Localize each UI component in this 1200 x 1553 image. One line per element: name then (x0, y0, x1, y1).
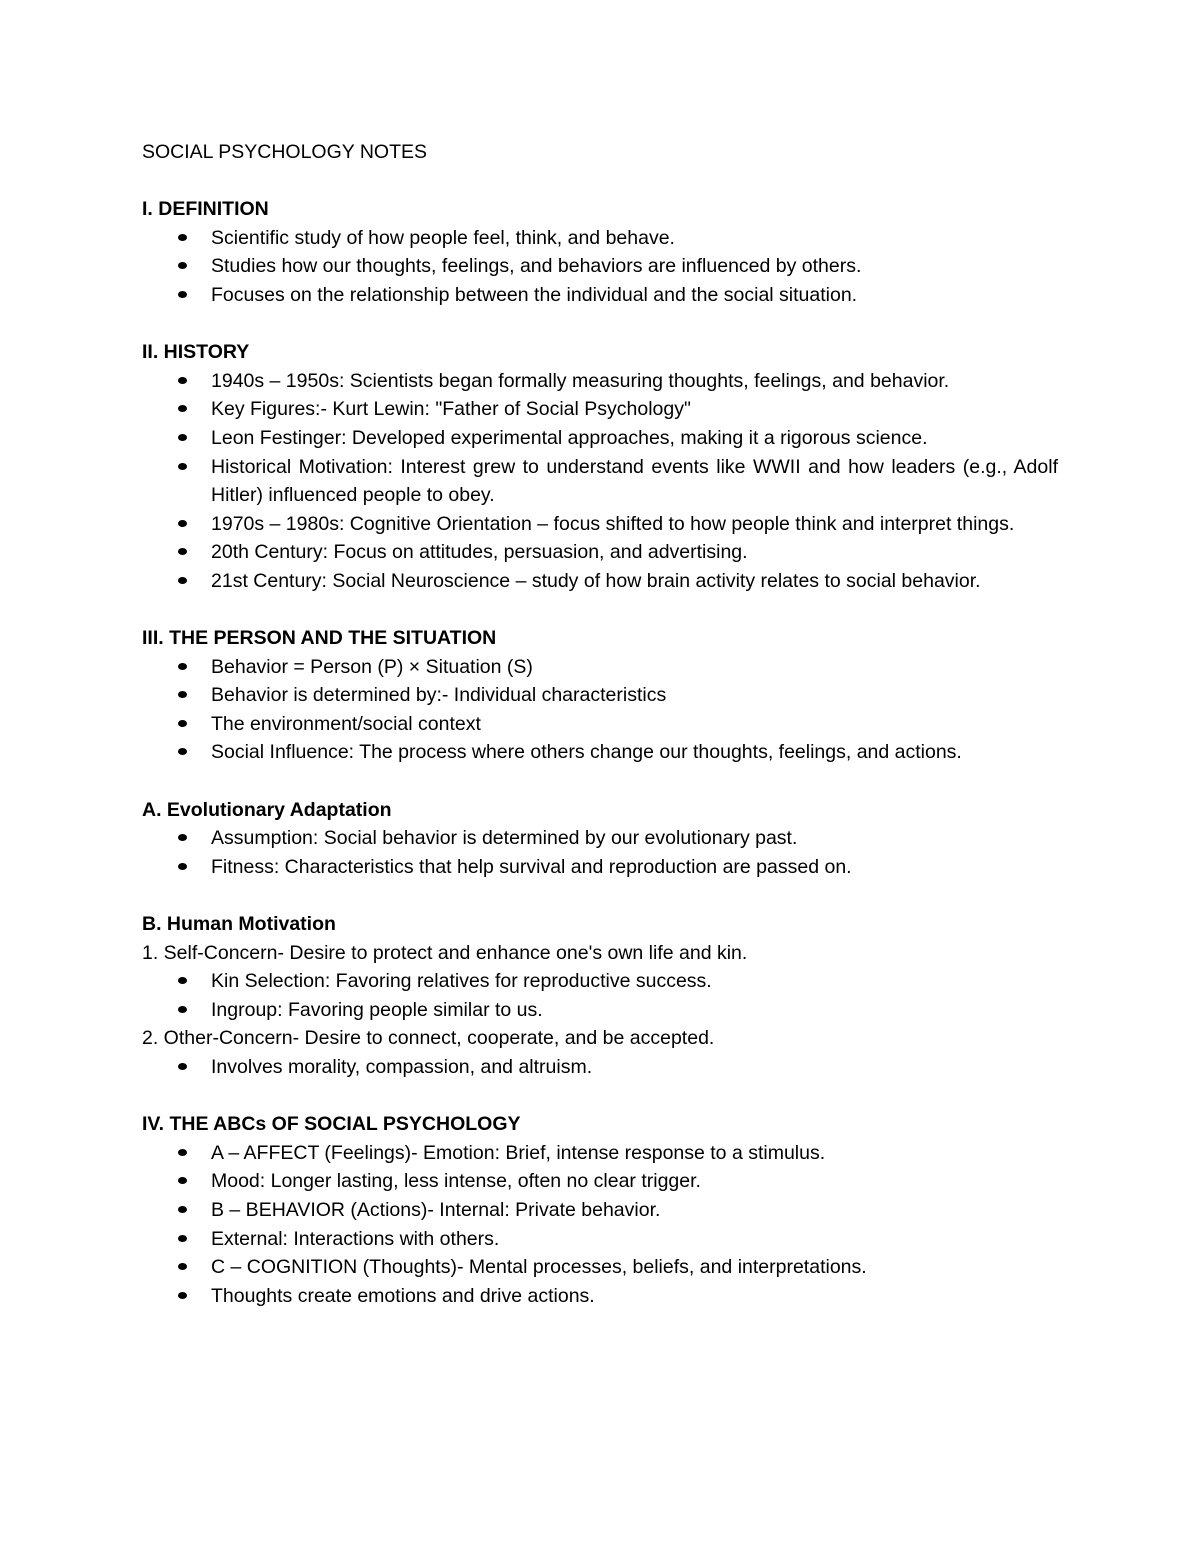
list-item (142, 853, 1058, 882)
list-item-text: Social Influence: The process where others change our thoughts, feelings, and actions. (211, 741, 962, 764)
list-item-text: Behavior = Person (P) × Situation (S) (211, 655, 533, 678)
list-item (142, 281, 1058, 310)
numbered-item: 2. Other-Concern- Desire to connect, cooperate, and be accepted. (142, 1027, 715, 1050)
bullet-icon (178, 663, 187, 670)
spacer (142, 1082, 1058, 1111)
section-evolutionary-adaptation (142, 796, 1058, 882)
list-item (142, 824, 1058, 853)
section-heading: A. Evolutionary Adaptation (142, 798, 392, 821)
list-item-text: A – AFFECT (Feelings)- Emotion: Brief, intense response to a stimulus. (211, 1141, 826, 1164)
list-item (142, 424, 1058, 453)
list-item (142, 738, 1058, 767)
list-item (142, 1282, 1058, 1311)
list-item-text: Behavior is determined by:- Individual characteristics (211, 684, 667, 707)
list-item-text: Thoughts create emotions and drive actions. (211, 1284, 595, 1307)
list-item (142, 1167, 1058, 1196)
bullet-list (142, 824, 1058, 881)
list-item (142, 967, 1058, 996)
list-item (142, 224, 1058, 253)
bullet-icon (178, 863, 187, 870)
section-heading: B. Human Motivation (142, 913, 336, 936)
section-heading: IV. THE ABCs OF SOCIAL PSYCHOLOGY (142, 1113, 521, 1136)
list-item-text: Historical Motivation: Interest grew to understand events like WWII and how leaders (e.g., Adolf Hitler) influenced people to obey. (211, 455, 1058, 507)
bullet-icon (178, 1177, 187, 1184)
list-item (142, 252, 1058, 281)
bullet-list (142, 224, 1058, 310)
list-item-text: The environment/social context (211, 712, 481, 735)
bullet-icon (178, 1006, 187, 1013)
list-item (142, 653, 1058, 682)
list-item-text: Kin Selection: Favoring relatives for reproductive success. (211, 970, 712, 993)
section-abcs (142, 1110, 1058, 1310)
bullet-icon (178, 691, 187, 698)
spacer (142, 596, 1058, 625)
bullet-icon (178, 1235, 187, 1242)
bullet-icon (178, 405, 187, 412)
bullet-icon (178, 434, 187, 441)
list-item (142, 1053, 1058, 1082)
list-item-text: B – BEHAVIOR (Actions)- Internal: Private behavior. (211, 1198, 661, 1221)
list-item (142, 710, 1058, 739)
bullet-icon (178, 977, 187, 984)
list-item (142, 1225, 1058, 1254)
list-item-text: Mood: Longer lasting, less intense, often no clear trigger. (211, 1170, 701, 1193)
bullet-icon (178, 1263, 187, 1270)
list-item-text: 20th Century: Focus on attitudes, persuasion, and advertising. (211, 541, 748, 564)
bullet-icon (178, 520, 187, 527)
bullet-icon (178, 834, 187, 841)
list-item-text: 1940s – 1950s: Scientists began formally measuring thoughts, feelings, and behavior. (211, 369, 950, 392)
section-heading: III. THE PERSON AND THE SITUATION (142, 627, 497, 650)
list-item (142, 395, 1058, 424)
list-item-text: Focuses on the relationship between the individual and the social situation. (211, 283, 858, 306)
spacer (142, 881, 1058, 910)
bullet-icon (178, 577, 187, 584)
list-item-text: 21st Century: Social Neuroscience – study of how brain activity relates to social behavior. (211, 569, 981, 592)
bullet-icon (178, 1292, 187, 1299)
list-item (142, 510, 1058, 539)
section-heading: I. DEFINITION (142, 198, 269, 221)
bullet-icon (178, 234, 187, 241)
bullet-list (142, 1053, 1058, 1082)
spacer (142, 310, 1058, 339)
bullet-icon (178, 1063, 187, 1070)
bullet-icon (178, 748, 187, 755)
list-item (142, 1139, 1058, 1168)
section-heading: II. HISTORY (142, 341, 250, 364)
bullet-icon (178, 291, 187, 298)
bullet-icon (178, 548, 187, 555)
list-item-text: C – COGNITION (Thoughts)- Mental processes, beliefs, and interpretations. (211, 1256, 867, 1279)
document-page (142, 138, 1058, 1310)
list-item-text: Fitness: Characteristics that help survival and reproduction are passed on. (211, 855, 852, 878)
section-history (142, 338, 1058, 595)
list-item-text: External: Interactions with others. (211, 1227, 500, 1250)
list-item (142, 538, 1058, 567)
list-item (142, 681, 1058, 710)
list-item-text: Assumption: Social behavior is determined by our evolutionary past. (211, 827, 798, 850)
bullet-icon (178, 1149, 187, 1156)
bullet-icon (178, 720, 187, 727)
list-item (142, 996, 1058, 1025)
list-item (142, 453, 1058, 510)
bullet-icon (178, 377, 187, 384)
list-item-text: Ingroup: Favoring people similar to us. (211, 998, 543, 1021)
list-item (142, 567, 1058, 596)
bullet-list (142, 653, 1058, 767)
bullet-icon (178, 1206, 187, 1213)
list-item-text: Involves morality, compassion, and altruism. (211, 1056, 593, 1078)
spacer (142, 167, 1058, 196)
spacer (142, 767, 1058, 796)
bullet-list (142, 367, 1058, 596)
list-item (142, 367, 1058, 396)
list-item-text: Key Figures:- Kurt Lewin: "Father of Social Psychology" (211, 398, 691, 421)
list-item (142, 1253, 1058, 1282)
document-title: SOCIAL PSYCHOLOGY NOTES (142, 141, 427, 163)
section-human-motivation (142, 910, 1058, 1082)
list-item-text: Studies how our thoughts, feelings, and behaviors are influenced by others. (211, 255, 862, 278)
list-item (142, 1196, 1058, 1225)
numbered-item: 1. Self-Concern- Desire to protect and enhance one's own life and kin. (142, 941, 748, 964)
section-person-situation (142, 624, 1058, 767)
list-item-text: Scientific study of how people feel, think, and behave. (211, 226, 675, 249)
list-item-text: 1970s – 1980s: Cognitive Orientation – focus shifted to how people think and interpret things. (211, 512, 1015, 535)
bullet-icon (178, 463, 187, 470)
list-item-text: Leon Festinger: Developed experimental approaches, making it a rigorous science. (211, 426, 928, 449)
bullet-list (142, 1139, 1058, 1311)
bullet-icon (178, 262, 187, 269)
section-definition (142, 195, 1058, 309)
bullet-list (142, 967, 1058, 1024)
